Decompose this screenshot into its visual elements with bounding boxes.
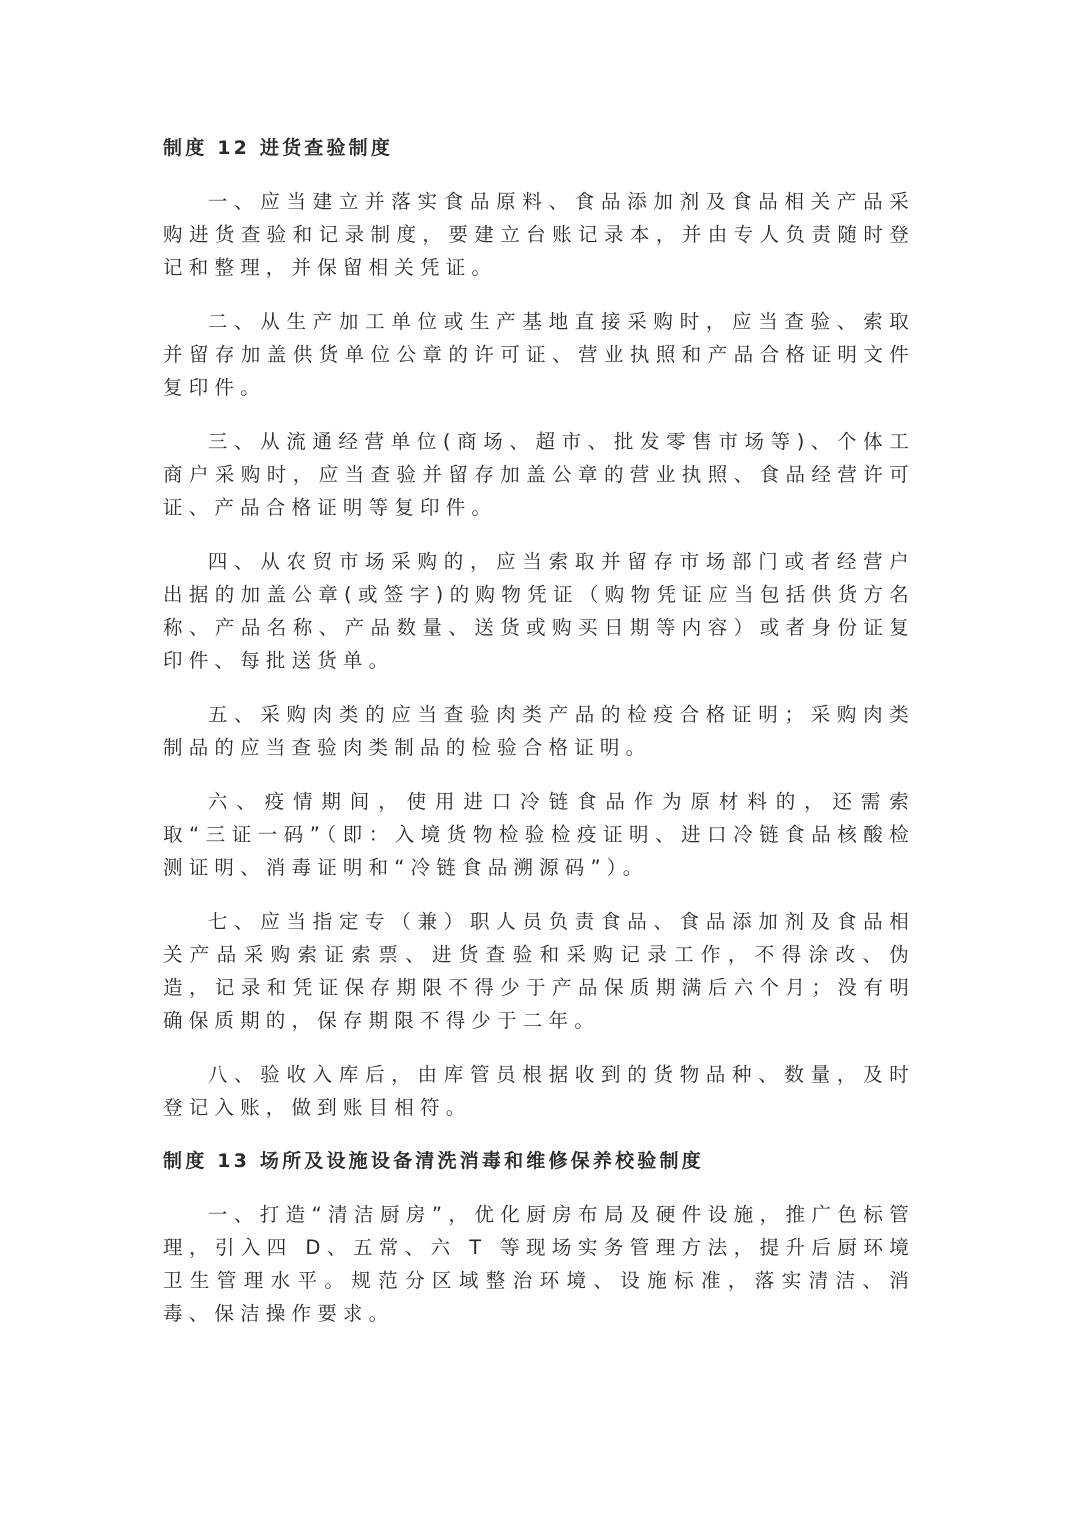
section-13-item-1: 一、打造“清洁厨房”，优化厨房布局及硬件设施，推广色标管理，引入四 D、五常、六 T 等现场实务管理方法，提升后厨环境卫生管理水平。规范分区域整治环境、设施标准，落实清洁、消毒、保洁操作要求。 [163, 1203, 915, 1325]
section-12-title: 制度 12 进货查验制度 [163, 137, 394, 159]
section-12-item-4: 四、从农贸市场采购的，应当索取并留存市场部门或者经营户出据的加盖公章(或签字)的购物凭证（购物凭证应当包括供货方名称、产品名称、产品数量、送货或购买日期等内容）或者身份证复印件、每批送货单。 [163, 550, 915, 672]
section-12-item-1: 一、应当建立并落实食品原料、食品添加剂及食品相关产品采购进货查验和记录制度，要建立台账记录本，并由专人负责随时登记和整理，并保留相关凭证。 [163, 190, 915, 279]
section-12-item-2: 二、从生产加工单位或生产基地直接采购时，应当查验、索取并留存加盖供货单位公章的许可证、营业执照和产品合格证明文件复印件。 [163, 310, 915, 399]
section-12-item-5: 五、采购肉类的应当查验肉类产品的检疫合格证明；采购肉类制品的应当查验肉类制品的检验合格证明。 [163, 703, 915, 759]
section-12-item-8: 八、验收入库后，由库管员根据收到的货物品种、数量，及时登记入账，做到账目相符。 [163, 1063, 915, 1119]
document-page [163, 132, 915, 1330]
section-13-title: 制度 13 场所及设施设备清洗消毒和维修保养校验制度 [163, 1150, 704, 1172]
section-12-item-6: 六、疫情期间，使用进口冷链食品作为原材料的，还需索取“三证一码”（即：入境货物检验检疫证明、进口冷链食品核酸检测证明、消毒证明和“冷链食品溯源码”）。 [163, 790, 915, 879]
section-12-item-3: 三、从流通经营单位(商场、超市、批发零售市场等)、个体工商户采购时，应当查验并留存加盖公章的营业执照、食品经营许可证、产品合格证明等复印件。 [163, 430, 915, 519]
section-12-item-7: 七、应当指定专（兼）职人员负责食品、食品添加剂及食品相关产品采购索证索票、进货查验和采购记录工作，不得涂改、伪造，记录和凭证保存期限不得少于产品保质期满后六个月；没有明确保质期的，保存期限不得少于二年。 [163, 910, 915, 1032]
